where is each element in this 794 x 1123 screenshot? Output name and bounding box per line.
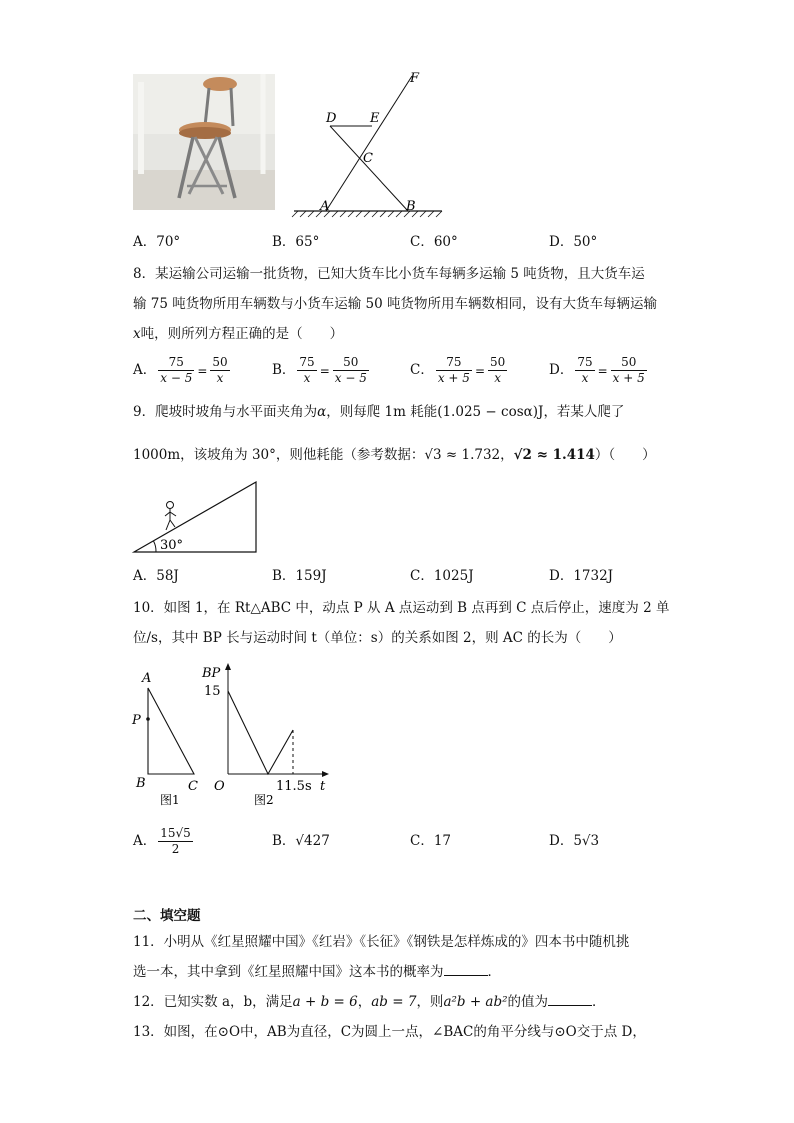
q7-option-a[interactable]: A．70°: [133, 234, 181, 250]
q8-option-b[interactable]: B． $\frac{75}{x}$ = $\frac{50}{x - 5}$: [272, 355, 367, 385]
q9-line-2: 1000m，该坡角为 30°，则他耗能（参考数据：√3 ≈ 1.732，√2 ≈ 1.414）（ ）: [133, 447, 656, 463]
q7-option-d[interactable]: D．50°: [549, 234, 598, 250]
q10-line-2: 位/s，其中 BP 长与运动时间 t（单位：s）的关系如图 2，则 AC 的长为（ ）: [133, 630, 622, 646]
fig2-ylabel: BP: [202, 666, 221, 681]
label-E: E: [370, 111, 380, 126]
fig2-caption: 图2: [254, 793, 274, 807]
q10-figure-2: [198, 660, 338, 810]
q7-geometry-figure: [290, 70, 450, 218]
label-D: D: [326, 111, 337, 126]
q9-option-b[interactable]: B．159J: [272, 568, 327, 584]
fig1-label-C: C: [188, 779, 198, 794]
q8-option-c[interactable]: C． $\frac{75}{x + 5}$ = $\frac{50}{x}$: [410, 355, 506, 385]
q7-option-b[interactable]: B．65°: [272, 234, 320, 250]
q9-option-c[interactable]: C．1025J: [410, 568, 474, 584]
q11-answer-blank[interactable]: [444, 963, 488, 976]
section-heading-fill-in: 二、填空题: [133, 908, 201, 924]
q8-option-d[interactable]: D． $\frac{75}{x}$ = $\frac{50}{x + 5}$: [549, 355, 645, 385]
q9-slope-figure: [130, 478, 262, 556]
fig2-y-tick: 15: [204, 684, 221, 699]
q10-option-d[interactable]: D．5√3: [549, 833, 600, 849]
fig1-label-B: B: [136, 776, 146, 791]
angle-30-label: 30°: [160, 538, 184, 553]
q9-line-1: 9．爬坡时坡角与水平面夹角为α，则每爬 1m 耗能(1.025 − cosα)J，若某人爬了: [133, 404, 625, 420]
q9-option-a[interactable]: A．58J: [133, 568, 179, 584]
q8-line-1: 8．某运输公司运输一批货物，已知大货车比小货车每辆多运输 5 吨货物，且大货车运: [133, 266, 645, 282]
label-C: C: [363, 151, 373, 166]
label-F: F: [410, 71, 420, 86]
fig2-xlabel: t: [320, 779, 326, 794]
q10-option-c[interactable]: C．17: [410, 833, 452, 849]
q11-line-2: 选一本，其中拿到《红星照耀中国》这本书的概率为 ．: [133, 964, 501, 980]
fig1-caption: 图1: [160, 793, 180, 807]
q12-answer-blank[interactable]: [548, 993, 592, 1006]
q11-line-1: 11．小明从《红星照耀中国》《红岩》《长征》《钢铁是怎样炼成的》四本书中随机挑: [133, 934, 630, 950]
q12-line: 12．已知实数 a，b，满足a + b = 6，ab = 7，则a²b + ab²的值为 ．: [133, 994, 606, 1010]
fig1-label-A: A: [142, 671, 152, 686]
q7-option-c[interactable]: C．60°: [410, 234, 458, 250]
label-B: B: [406, 199, 416, 214]
fig2-x-tick: 11.5s: [276, 779, 312, 794]
q13-line-1: 13．如图，在⊙O中，AB为直径，C为圆上一点，∠BAC的角平分线与⊙O交于点 D，: [133, 1024, 646, 1040]
q8-line-3: x吨，则所列方程正确的是（ ）: [133, 326, 344, 342]
chair-photo: [133, 74, 275, 210]
fig2-origin: O: [214, 779, 225, 794]
label-A: A: [320, 199, 330, 214]
q10-line-1: 10．如图 1，在 Rt△ABC 中，动点 P 从 A 点运动到 B 点再到 C 点后停止，速度为 2 单: [133, 600, 670, 616]
q9-option-d[interactable]: D．1732J: [549, 568, 614, 584]
fig1-label-P: P: [132, 713, 141, 728]
q8-line-2: 输 75 吨货物所用车辆数与小货车运输 50 吨货物所用车辆数相同，设有大货车每辆运输: [133, 296, 658, 312]
q10-option-a[interactable]: A． $\frac{15√5}{2}$: [133, 826, 191, 856]
q8-option-a[interactable]: A． $\frac{75}{x - 5}$ = $\frac{50}{x}$: [133, 355, 228, 385]
q10-option-b[interactable]: B．√427: [272, 833, 330, 849]
